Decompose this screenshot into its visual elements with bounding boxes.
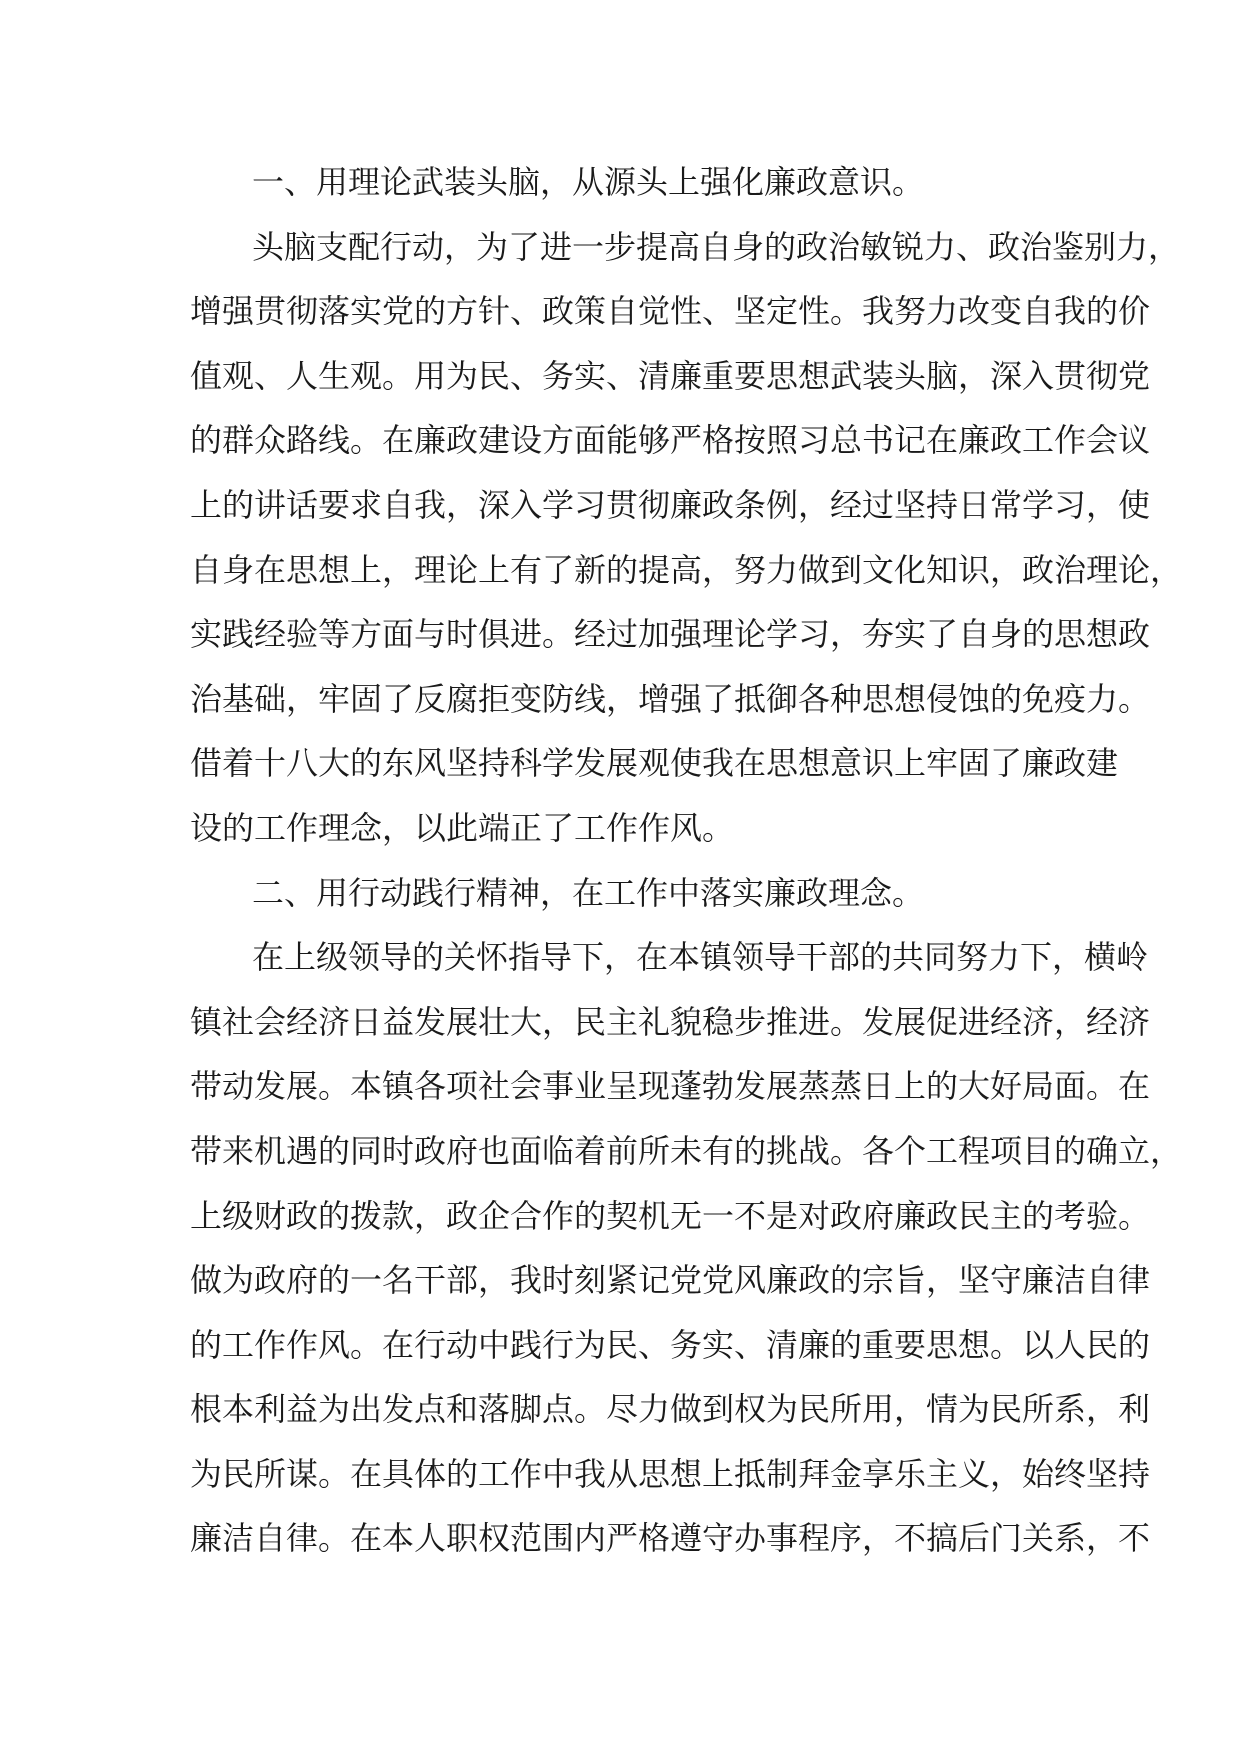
heading-section-2: 二、用行动践行精神，在工作中落实廉政理念。 [252,873,925,912]
paragraph-line: 为民所谋。在具体的工作中我从思想上抵制拜金享乐主义，始终坚持 [190,1454,1151,1493]
paragraph-line: 镇社会经济日益发展壮大，民主礼貌稳步推进。发展促进经济，经济 [190,1002,1151,1041]
document-body [190,150,1183,1571]
paragraph-line: 廉洁自律。在本人职权范围内严格遵守办事程序，不搞后门关系，不 [190,1519,1151,1558]
paragraph-line: 的工作作风。在行动中践行为民、务实、清廉的重要思想。以人民的 [190,1325,1151,1364]
paragraph-line: 设的工作理念，以此端正了工作作风。 [190,808,735,847]
paragraph-line: 头脑支配行动，为了进一步提高自身的政治敏锐力、政治鉴别力， [252,227,1181,266]
paragraph-line: 的群众路线。在廉政建设方面能够严格按照习总书记在廉政工作会议 [190,421,1151,460]
paragraph-line: 上的讲话要求自我，深入学习贯彻廉政条例，经过坚持日常学习，使 [190,485,1151,524]
paragraph-line: 在上级领导的关怀指导下，在本镇领导干部的共同努力下，横岭 [252,938,1149,977]
paragraph-line: 做为政府的一名干部，我时刻紧记党党风廉政的宗旨，坚守廉洁自律 [190,1261,1151,1300]
paragraph-line: 借着十八大的东风坚持科学发展观使我在思想意识上牢固了廉政建 [190,744,1119,783]
paragraph-line: 上级财政的拨款，政企合作的契机无一不是对政府廉政民主的考验。 [190,1196,1151,1235]
paragraph-line: 带动发展。本镇各项社会事业呈现蓬勃发展蒸蒸日上的大好局面。在 [190,1067,1151,1106]
paragraph-line: 实践经验等方面与时俱进。经过加强理论学习，夯实了自身的思想政 [190,615,1151,654]
paragraph-line: 增强贯彻落实党的方针、政策自觉性、坚定性。我努力改变自我的价 [190,292,1151,331]
paragraph-line: 值观、人生观。用为民、务实、清廉重要思想武装头脑，深入贯彻党 [190,356,1151,395]
paragraph-line: 带来机遇的同时政府也面临着前所未有的挑战。各个工程项目的确立， [190,1131,1183,1170]
heading-section-1: 一、用理论武装头脑，从源头上强化廉政意识。 [252,163,925,201]
paragraph-line: 根本利益为出发点和落脚点。尽力做到权为民所用，情为民所系，利 [190,1390,1151,1429]
paragraph-line: 治基础，牢固了反腐拒变防线，增强了抵御各种思想侵蚀的免疫力。 [190,679,1151,718]
paragraph-line: 自身在思想上，理论上有了新的提高，努力做到文化知识，政治理论， [190,550,1183,589]
